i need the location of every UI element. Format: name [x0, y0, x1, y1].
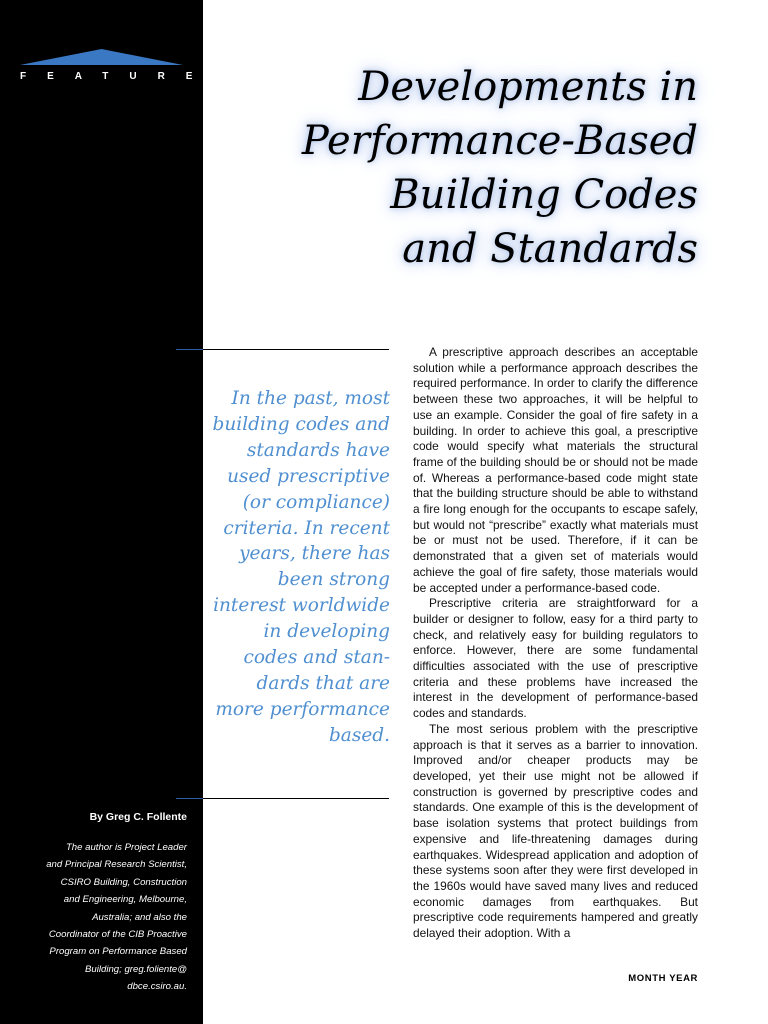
- article-body: [413, 345, 698, 942]
- title-line: Performance-Based: [301, 118, 698, 164]
- pull-quote-line: based.: [328, 724, 390, 746]
- pull-quote-line: years, there has: [239, 543, 390, 565]
- left-sidebar: [0, 0, 214, 1024]
- pull-quote-line: more performance: [215, 698, 390, 720]
- page-footer-date: MONTH YEAR: [628, 973, 698, 984]
- pull-quote-line: in developing: [263, 621, 390, 643]
- author-byline: By Greg C. Follente: [89, 811, 187, 823]
- pull-quote-bottom-rule: [176, 798, 389, 799]
- author-bio: [20, 839, 187, 996]
- bio-line: Program on Performance Based: [49, 946, 187, 958]
- pull-quote-line: used prescriptive: [227, 465, 390, 487]
- body-paragraph: The most serious problem with the prescriptive approach is that it serves as a barrier to innovation. Improved and/or cheaper products may be developed, yet their use might not be allowed if construction is governed by prescriptive codes and standards. One example of this is the development of base isolation systems that protect buildings from expensive and life-threatening damages during earthquakes. Widespread application and adoption of these systems soon after they were first developed in the 1960s would have saved many lives and reduced economic damages from earthquakes. But prescriptive code requirements hampered and greatly delayed their adoption. With a: [413, 721, 698, 941]
- article-title: [228, 60, 698, 276]
- bio-line: Building; greg.foliente@: [84, 963, 187, 975]
- pull-quote-line: been strong: [277, 569, 390, 591]
- bio-line: and Principal Research Scientist,: [46, 859, 187, 871]
- bio-line: Australia; and also the: [92, 911, 187, 923]
- title-line: Developments in: [358, 64, 698, 110]
- bio-line: Coordinator of the CIB Proactive: [48, 929, 187, 941]
- title-line: Building Codes: [390, 172, 698, 218]
- bio-line: dbce.csiro.au.: [127, 981, 187, 993]
- pull-quote-line: building codes and: [212, 413, 390, 435]
- pull-quote-line: In the past, most: [231, 388, 390, 409]
- bio-line: and Engineering, Melbourne,: [63, 894, 187, 906]
- title-line: and Standards: [402, 226, 698, 272]
- body-paragraph: A prescriptive approach describes an acceptable solution while a performance approach describes the required performance. In order to clarify the difference between these two approaches, it will be helpful to use an example. Consider the goal of fire safety in a building. In order to achieve this goal, a prescriptive code would specify what materials the structural frame of the building should be or should not be made of. Whereas a performance-based code might state that the building structure should be able to withstand a fire long enough for the occupants to escape safely, but would not “prescribe” exactly what materials must be or must not be used. Therefore, if it can be demonstrated that a given set of materials would achieve the goal of fire safety, those materials would be accepted under a performance-based code.: [413, 345, 698, 595]
- bio-line: The author is Project Leader: [65, 842, 187, 853]
- roof-icon: [20, 48, 183, 66]
- pull-quote-line: criteria. In recent: [223, 517, 390, 539]
- pull-quote-line: standards have: [246, 439, 390, 461]
- pull-quote-line: codes and stan-: [243, 647, 390, 669]
- pull-quote-line: dards that are: [256, 672, 390, 694]
- body-paragraph: Prescriptive criteria are straightforward for a builder or designer to follow, easy for a third party to check, and relatively easy for building regulators to enforce. However, there are some fundamental difficulties associated with the use of prescriptive criteria and these problems have increased the interest in the development of performance-based codes and standards.: [413, 596, 698, 721]
- pull-quote-top-rule: [176, 349, 389, 350]
- bio-line: CSIRO Building, Construction: [60, 876, 187, 888]
- pull-quote: [205, 386, 390, 749]
- pull-quote-line: interest worldwide: [213, 595, 390, 617]
- pull-quote-line: (or compliance): [242, 491, 390, 513]
- section-label: FEATURE: [20, 71, 214, 82]
